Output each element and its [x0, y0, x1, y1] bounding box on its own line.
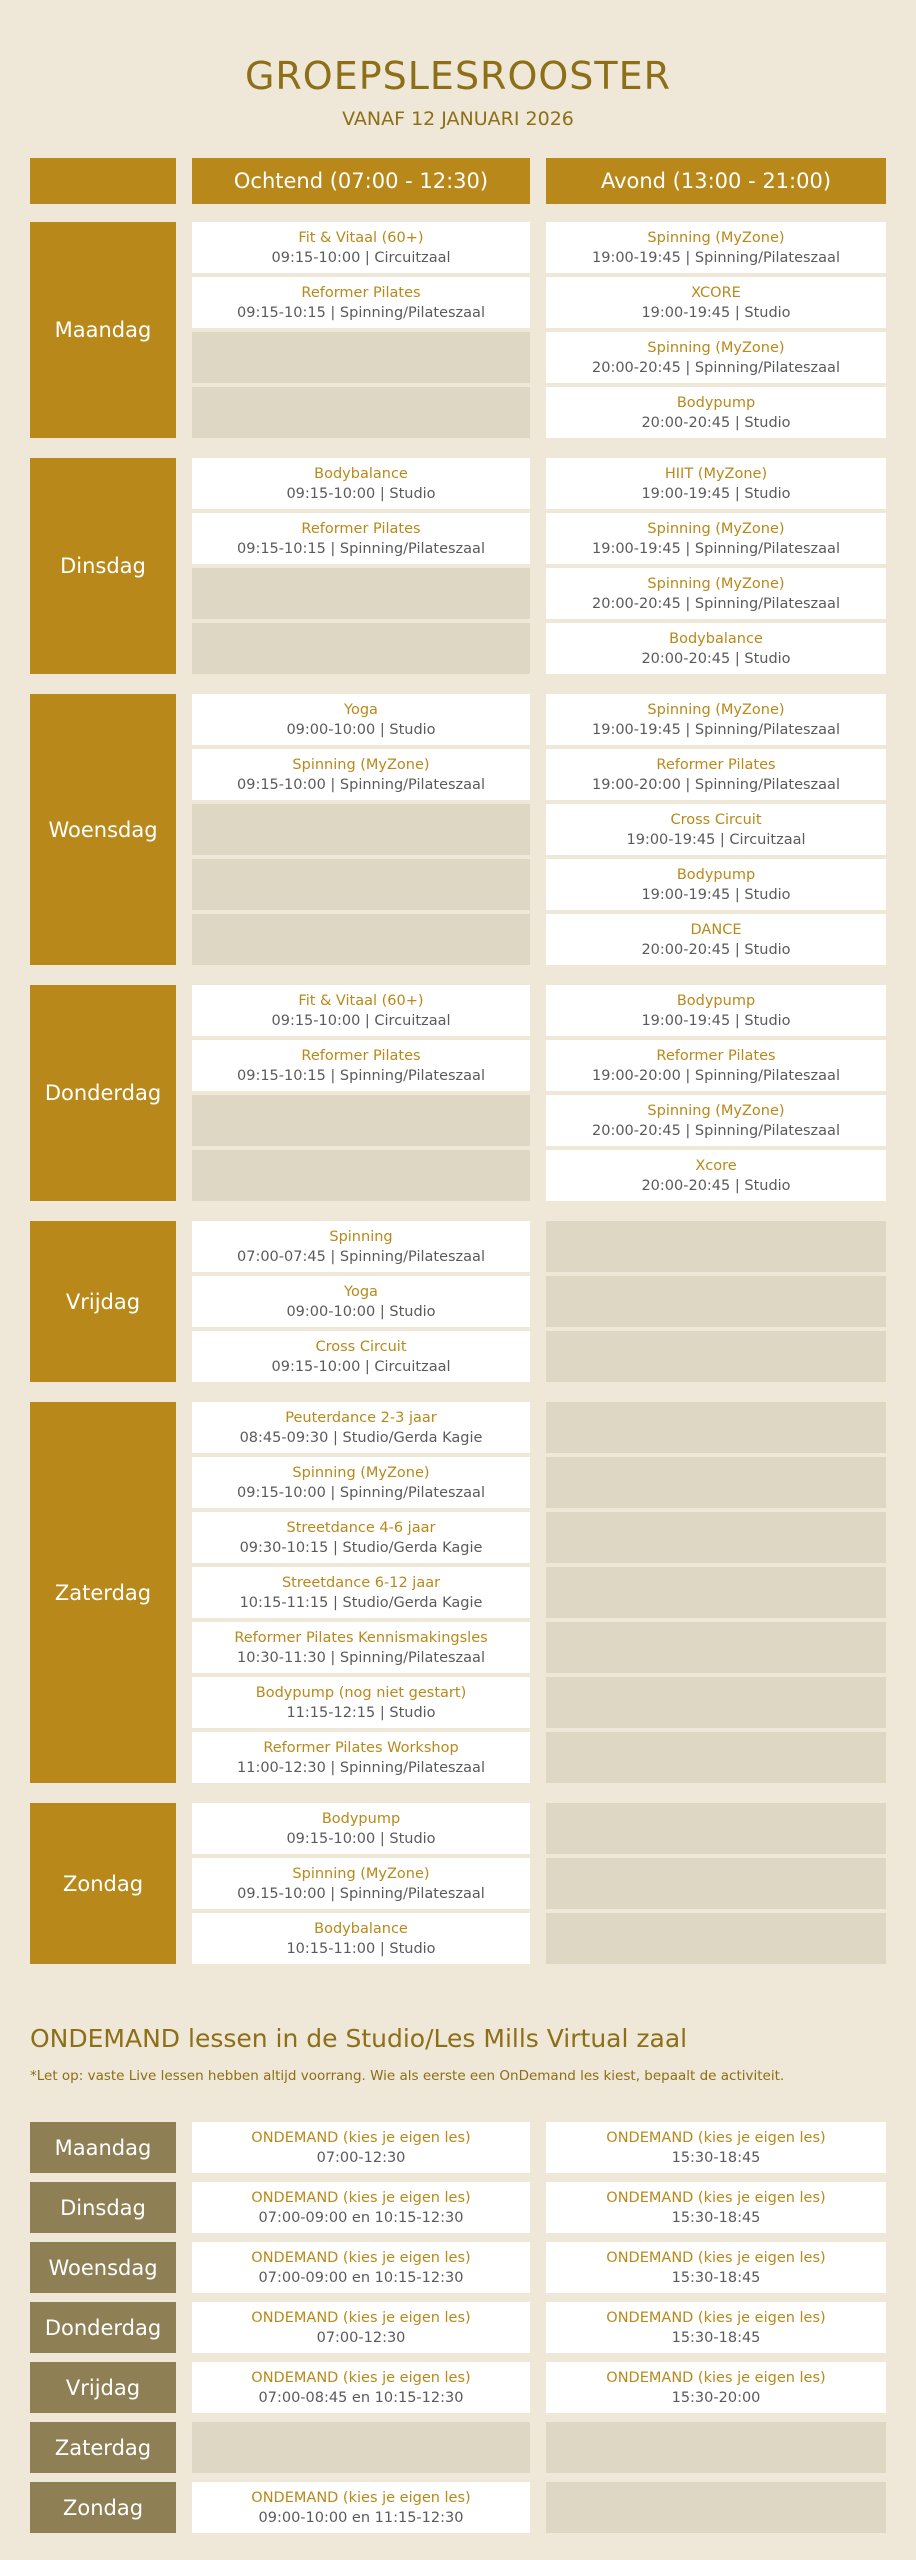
evening-class-cell: [546, 513, 886, 564]
evening-class-cell-empty: [546, 1276, 886, 1327]
evening-class-cell: [546, 859, 886, 910]
ondemand-morning-cell: [192, 2122, 530, 2173]
ondemand-evening-cell: [546, 2242, 886, 2293]
class-name: Spinning (MyZone): [647, 229, 785, 246]
evening-class-cell: [546, 222, 886, 273]
evening-class-cell: [546, 749, 886, 800]
class-name: ONDEMAND (kies je eigen les): [251, 2129, 471, 2146]
class-name: Reformer Pilates: [656, 1047, 776, 1064]
class-name: Bodybalance: [669, 630, 763, 647]
morning-class-cell: [192, 1512, 530, 1563]
evening-class-cell-empty: [546, 1622, 886, 1673]
morning-class-cell-empty: [192, 859, 530, 910]
ondemand-day-label-zaterdag: Zaterdag: [30, 2422, 176, 2473]
class-time-location: 08:45-09:30 | Studio/Gerda Kagie: [239, 1429, 483, 1446]
class-time-location: 20:00-20:45 | Studio: [641, 650, 791, 667]
evening-class-cell-empty: [546, 1732, 886, 1783]
class-time-location: 09.15-10:00 | Spinning/Pilateszaal: [237, 1885, 485, 1902]
morning-class-cell: [192, 1732, 530, 1783]
evening-class-cell-empty: [546, 1858, 886, 1909]
evening-class-cell: [546, 804, 886, 855]
evening-class-cell: [546, 458, 886, 509]
class-name: Cross Circuit: [315, 1338, 407, 1355]
morning-class-cell-empty: [192, 804, 530, 855]
morning-class-cell: [192, 1221, 530, 1272]
morning-class-cell: [192, 1567, 530, 1618]
class-time-location: 19:00-19:45 | Spinning/Pilateszaal: [592, 721, 840, 738]
morning-class-cell: [192, 985, 530, 1036]
class-time-location: 15:30-20:00: [671, 2389, 761, 2406]
day-label-donderdag: Donderdag: [30, 985, 176, 1201]
class-time-location: 07:00-08:45 en 10:15-12:30: [258, 2389, 464, 2406]
class-time-location: 09:15-10:00 | Spinning/Pilateszaal: [237, 1484, 485, 1501]
evening-class-cell: [546, 1040, 886, 1091]
morning-class-cell: [192, 1457, 530, 1508]
class-time-location: 07:00-12:30: [316, 2329, 406, 2346]
morning-class-cell: [192, 1913, 530, 1964]
class-time-location: 20:00-20:45 | Studio: [641, 1177, 791, 1194]
class-time-location: 15:30-18:45: [671, 2149, 761, 2166]
class-name: Fit & Vitaal (60+): [298, 992, 424, 1009]
class-name: Spinning (MyZone): [647, 339, 785, 356]
evening-class-cell: [546, 332, 886, 383]
ondemand-evening-cell-empty: [546, 2482, 886, 2533]
class-time-location: 07:00-09:00 en 10:15-12:30: [258, 2209, 464, 2226]
ondemand-note: *Let op: vaste Live lessen hebben altijd voorrang. Wie als eerste een OnDemand les kiest, bepaalt de activiteit.: [30, 2068, 785, 2084]
ondemand-day-label-dinsdag: Dinsdag: [30, 2182, 176, 2233]
ondemand-evening-cell: [546, 2122, 886, 2173]
class-time-location: 09:15-10:00 | Circuitzaal: [271, 249, 451, 266]
evening-class-cell-empty: [546, 1221, 886, 1272]
class-name: Bodypump: [676, 394, 756, 411]
morning-class-cell: [192, 1331, 530, 1382]
class-name: Bodypump: [676, 866, 756, 883]
class-name: Spinning (MyZone): [647, 701, 785, 718]
class-time-location: 10:30-11:30 | Spinning/Pilateszaal: [237, 1649, 485, 1666]
class-time-location: 09:15-10:15 | Spinning/Pilateszaal: [237, 540, 485, 557]
ondemand-morning-cell: [192, 2242, 530, 2293]
morning-class-cell-empty: [192, 623, 530, 674]
morning-class-cell: [192, 458, 530, 509]
evening-class-cell: [546, 694, 886, 745]
evening-class-cell-empty: [546, 1457, 886, 1508]
class-time-location: 20:00-20:45 | Spinning/Pilateszaal: [592, 595, 840, 612]
class-name: Reformer Pilates: [301, 1047, 421, 1064]
class-name: ONDEMAND (kies je eigen les): [606, 2189, 826, 2206]
evening-class-cell-empty: [546, 1402, 886, 1453]
class-time-location: 07:00-12:30: [316, 2149, 406, 2166]
morning-class-cell: [192, 1040, 530, 1091]
ondemand-morning-cell: [192, 2302, 530, 2353]
class-name: ONDEMAND (kies je eigen les): [251, 2249, 471, 2266]
class-name: Spinning (MyZone): [647, 520, 785, 537]
class-time-location: 09:15-10:00 | Circuitzaal: [271, 1012, 451, 1029]
day-label-dinsdag: Dinsdag: [30, 458, 176, 674]
class-name: Streetdance 4-6 jaar: [286, 1519, 436, 1536]
class-time-location: 19:00-19:45 | Circuitzaal: [626, 831, 806, 848]
class-name: XCORE: [691, 284, 741, 301]
class-time-location: 11:00-12:30 | Spinning/Pilateszaal: [237, 1759, 485, 1776]
class-time-location: 19:00-19:45 | Studio: [641, 886, 791, 903]
class-name: Bodybalance: [314, 1920, 408, 1937]
ondemand-evening-cell: [546, 2362, 886, 2413]
morning-class-cell: [192, 749, 530, 800]
class-time-location: 20:00-20:45 | Studio: [641, 941, 791, 958]
class-name: Spinning (MyZone): [292, 1464, 430, 1481]
class-name: HIIT (MyZone): [664, 465, 768, 482]
evening-class-cell: [546, 914, 886, 965]
class-name: Spinning (MyZone): [647, 575, 785, 592]
morning-class-cell: [192, 1803, 530, 1854]
class-name: Reformer Pilates: [301, 284, 421, 301]
ondemand-day-label-maandag: Maandag: [30, 2122, 176, 2173]
class-name: Reformer Pilates Workshop: [263, 1739, 459, 1756]
class-time-location: 19:00-20:00 | Spinning/Pilateszaal: [592, 1067, 840, 1084]
page-subtitle: VANAF 12 JANUARI 2026: [342, 108, 574, 130]
class-time-location: 09:00-10:00 | Studio: [286, 1303, 436, 1320]
class-name: Yoga: [344, 1283, 378, 1300]
morning-class-cell: [192, 1677, 530, 1728]
evening-class-cell-empty: [546, 1331, 886, 1382]
class-name: Peuterdance 2-3 jaar: [285, 1409, 437, 1426]
ondemand-heading: ONDEMAND lessen in de Studio/Les Mills Virtual zaal: [30, 2024, 688, 2053]
class-name: ONDEMAND (kies je eigen les): [606, 2249, 826, 2266]
class-name: ONDEMAND (kies je eigen les): [606, 2309, 826, 2326]
class-time-location: 09:15-10:00 | Studio: [286, 1830, 436, 1847]
evening-class-cell: [546, 568, 886, 619]
day-label-vrijdag: Vrijdag: [30, 1221, 176, 1382]
class-time-location: 10:15-11:00 | Studio: [286, 1940, 436, 1957]
class-time-location: 15:30-18:45: [671, 2269, 761, 2286]
class-name: Fit & Vitaal (60+): [298, 229, 424, 246]
class-time-location: 19:00-19:45 | Studio: [641, 304, 791, 321]
day-label-woensdag: Woensdag: [30, 694, 176, 965]
evening-class-cell: [546, 277, 886, 328]
class-time-location: 19:00-19:45 | Studio: [641, 485, 791, 502]
evening-class-cell: [546, 623, 886, 674]
morning-class-cell: [192, 1622, 530, 1673]
class-name: DANCE: [690, 921, 742, 938]
ondemand-evening-cell: [546, 2182, 886, 2233]
class-name: ONDEMAND (kies je eigen les): [251, 2369, 471, 2386]
class-time-location: 07:00-07:45 | Spinning/Pilateszaal: [237, 1248, 485, 1265]
class-name: ONDEMAND (kies je eigen les): [251, 2189, 471, 2206]
class-name: Reformer Pilates: [656, 756, 776, 773]
ondemand-day-label-woensdag: Woensdag: [30, 2242, 176, 2293]
class-name: Streetdance 6-12 jaar: [281, 1574, 441, 1591]
class-time-location: 09:15-10:00 | Spinning/Pilateszaal: [237, 776, 485, 793]
morning-class-cell: [192, 222, 530, 273]
page-title: GROEPSLESROOSTER: [244, 54, 672, 98]
ondemand-day-label-donderdag: Donderdag: [30, 2302, 176, 2353]
class-time-location: 09:30-10:15 | Studio/Gerda Kagie: [239, 1539, 483, 1556]
evening-class-cell: [546, 985, 886, 1036]
class-time-location: 07:00-09:00 en 10:15-12:30: [258, 2269, 464, 2286]
class-name: Spinning (MyZone): [292, 1865, 430, 1882]
class-time-location: 20:00-20:45 | Studio: [641, 414, 791, 431]
class-time-location: 19:00-19:45 | Spinning/Pilateszaal: [592, 249, 840, 266]
morning-class-cell-empty: [192, 332, 530, 383]
morning-class-cell-empty: [192, 914, 530, 965]
evening-class-cell: [546, 1150, 886, 1201]
ondemand-morning-cell-empty: [192, 2422, 530, 2473]
morning-class-cell: [192, 694, 530, 745]
class-name: Bodypump (nog niet gestart): [255, 1684, 467, 1701]
class-time-location: 11:15-12:15 | Studio: [286, 1704, 436, 1721]
class-time-location: 09:15-10:15 | Spinning/Pilateszaal: [237, 1067, 485, 1084]
morning-class-cell-empty: [192, 568, 530, 619]
morning-class-cell-empty: [192, 1150, 530, 1201]
class-name: Spinning (MyZone): [647, 1102, 785, 1119]
class-name: ONDEMAND (kies je eigen les): [251, 2309, 471, 2326]
class-name: ONDEMAND (kies je eigen les): [251, 2489, 471, 2506]
evening-class-cell-empty: [546, 1677, 886, 1728]
ondemand-evening-cell-empty: [546, 2422, 886, 2473]
class-time-location: 10:15-11:15 | Studio/Gerda Kagie: [239, 1594, 483, 1611]
morning-class-cell: [192, 277, 530, 328]
ondemand-morning-cell: [192, 2482, 530, 2533]
class-name: Spinning: [329, 1228, 393, 1245]
class-time-location: 09:00-10:00 en 11:15-12:30: [258, 2509, 464, 2526]
header-evening: Avond (13:00 - 21:00): [546, 158, 886, 204]
class-name: ONDEMAND (kies je eigen les): [606, 2369, 826, 2386]
class-time-location: 19:00-20:00 | Spinning/Pilateszaal: [592, 776, 840, 793]
morning-class-cell: [192, 513, 530, 564]
day-label-zaterdag: Zaterdag: [30, 1402, 176, 1783]
header-corner: [30, 158, 176, 204]
evening-class-cell-empty: [546, 1803, 886, 1854]
ondemand-day-label-vrijdag: Vrijdag: [30, 2362, 176, 2413]
class-time-location: 15:30-18:45: [671, 2209, 761, 2226]
evening-class-cell-empty: [546, 1913, 886, 1964]
evening-class-cell-empty: [546, 1512, 886, 1563]
evening-class-cell: [546, 387, 886, 438]
day-label-maandag: Maandag: [30, 222, 176, 438]
day-label-zondag: Zondag: [30, 1803, 176, 1964]
ondemand-morning-cell: [192, 2182, 530, 2233]
class-time-location: 09:15-10:00 | Circuitzaal: [271, 1358, 451, 1375]
class-name: Bodybalance: [314, 465, 408, 482]
evening-class-cell: [546, 1095, 886, 1146]
class-name: Bodypump: [676, 992, 756, 1009]
class-name: Reformer Pilates Kennismakingsles: [234, 1629, 488, 1646]
class-name: Bodypump: [321, 1810, 401, 1827]
header-morning: Ochtend (07:00 - 12:30): [192, 158, 530, 204]
class-time-location: 09:15-10:00 | Studio: [286, 485, 436, 502]
class-time-location: 15:30-18:45: [671, 2329, 761, 2346]
class-time-location: 19:00-19:45 | Studio: [641, 1012, 791, 1029]
class-name: Spinning (MyZone): [292, 756, 430, 773]
class-time-location: 09:00-10:00 | Studio: [286, 721, 436, 738]
class-name: Cross Circuit: [670, 811, 762, 828]
class-time-location: 20:00-20:45 | Spinning/Pilateszaal: [592, 1122, 840, 1139]
class-time-location: 09:15-10:15 | Spinning/Pilateszaal: [237, 304, 485, 321]
ondemand-evening-cell: [546, 2302, 886, 2353]
morning-class-cell-empty: [192, 387, 530, 438]
ondemand-day-label-zondag: Zondag: [30, 2482, 176, 2533]
class-time-location: 19:00-19:45 | Spinning/Pilateszaal: [592, 540, 840, 557]
class-name: ONDEMAND (kies je eigen les): [606, 2129, 826, 2146]
morning-class-cell: [192, 1276, 530, 1327]
morning-class-cell: [192, 1402, 530, 1453]
morning-class-cell-empty: [192, 1095, 530, 1146]
class-name: Yoga: [344, 701, 378, 718]
ondemand-morning-cell: [192, 2362, 530, 2413]
class-name: Xcore: [695, 1157, 737, 1174]
class-name: Reformer Pilates: [301, 520, 421, 537]
morning-class-cell: [192, 1858, 530, 1909]
evening-class-cell-empty: [546, 1567, 886, 1618]
class-time-location: 20:00-20:45 | Spinning/Pilateszaal: [592, 359, 840, 376]
